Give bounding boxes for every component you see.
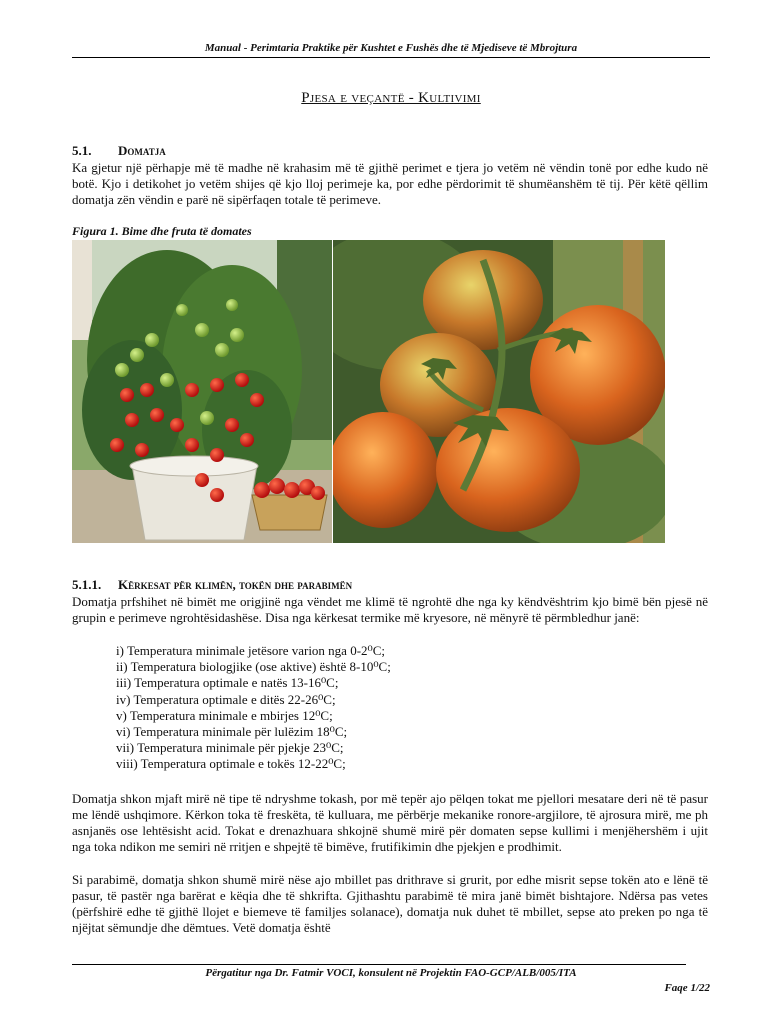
list-item: vii) Temperatura minimale për pjekje 23⁰C; xyxy=(116,740,344,756)
list-item: v) Temperatura minimale e mbirjes 12⁰C; xyxy=(116,707,333,723)
list-item: iv) Temperatura optimale e ditës 22-26⁰C; xyxy=(116,691,336,707)
list-item: viii) Temperatura optimale e tokës 12-22⁰C; xyxy=(116,756,346,772)
section-title: Domatja xyxy=(118,143,166,158)
subsection-heading xyxy=(72,577,352,593)
subsection-title: Kërkesat për klimën, tokën dhe parabimën xyxy=(118,577,353,592)
subsection-number: 5.1.1. xyxy=(72,577,102,592)
section-heading xyxy=(72,143,166,159)
tomato-fruit-photo xyxy=(333,240,665,543)
page-title: Pjesa e veçantë - Kultivimi xyxy=(301,90,481,106)
list-item: ii) Temperatura biologjike (ose aktive) është 8-10⁰C; xyxy=(116,659,391,675)
list-item: vi) Temperatura minimale për lulëzim 18⁰C; xyxy=(116,724,348,740)
temperature-requirements-list xyxy=(116,643,391,773)
section-number: 5.1. xyxy=(72,143,92,158)
crop-rotation-paragraph: Si parabimë, domatja shkon shumë mirë nëse ajo mbillet pas drithrave si grurit, por edhe misrit sepse tokën ato e lënë të pasur, të pastër nga barërat e këqia dhe të shkrifta. Gjithashtu parabimë të mira janë bimët bishtajore. Ndërsa pas vetes (përfshirë edhe të gjithë llojet e biemeve të familjes solanace), domatja nuk duhet të mbillet, sepse ato preken po nga të njëjtat sëmundje dhe dëmtues. Vetë domatja është xyxy=(72,872,708,935)
tomato-plant-photo xyxy=(72,240,332,543)
intro-paragraph: Ka gjetur një përhapje më të madhe në krahasim më të gjithë perimet e tjera jo vetëm në vëndin tonë por edhe kudo në botë. Kjo i detikohet jo vetëm shijes që kjo lloj perimeje ka, por edhe përdorimit të shumëanshëm të tij. Për këtë qëllim domatja zën vëndin e parë në sipërfaqen totale të perimeve. xyxy=(72,160,708,207)
list-item: i) Temperatura minimale jetësore varion nga 0-2⁰C; xyxy=(116,643,386,658)
footer-divider xyxy=(72,964,686,965)
list-item: iii) Temperatura optimale e natës 13-16⁰C; xyxy=(116,675,339,691)
figure-caption: Figura 1. Bime dhe fruta të domates xyxy=(72,224,252,238)
running-header: Manual - Perimtaria Praktike për Kushtet e Fushës dhe të Mjediseve të Mbrojtura xyxy=(72,42,710,58)
soil-paragraph: Domatja shkon mjaft mirë në tipe të ndryshme tokash, por më tepër ajo pëlqen tokat me pjellori mesatare deri në të pasur me lëndë ushqimore. Kërkon toka të freskëta, të kulluara, me përbërje mekanike ronore-argjilore, të ajrosura mirë, me ph asnjanës ose lehtësisht acid. Tokat e drenazhuara shkojnë shumë mirë për domaten sepse kullimi i menjëhershëm i ujit nga toka ndikon me semiri në rritjen e shpejtë të bimëve, frutifikimin dhe pjekjen e prodhimit. xyxy=(72,791,708,854)
page-number: Faqe 1/22 xyxy=(664,982,710,994)
running-footer: Përgatitur nga Dr. Fatmir VOCI, konsulent në Projektin FAO-GCP/ALB/005/ITA xyxy=(205,967,577,979)
subsection-intro-paragraph: Domatja prfshihet në bimët me origjinë nga vëndet me klimë të ngrohtë dhe nga ky këndvështrim kjo bimë bën pjesë në grupin e perimeve ngrohtësidashëse. Disa nga kërkesat termike më kryesore, në mënyrë të përmbledhur janë: xyxy=(72,594,708,625)
